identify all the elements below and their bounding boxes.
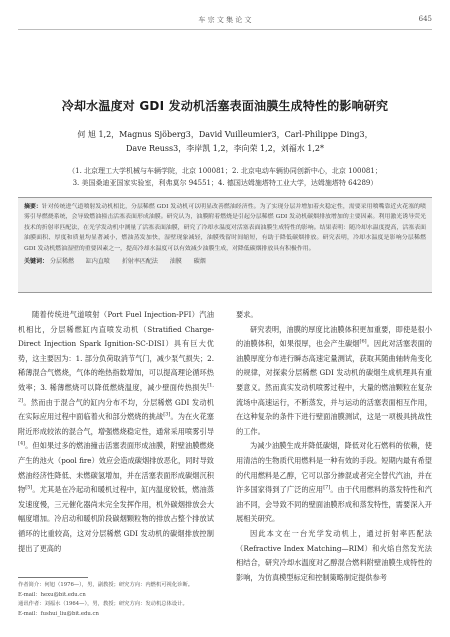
citation: [4] xyxy=(18,440,26,447)
keyword: 分层稀燃 xyxy=(49,258,74,266)
footnote-rule xyxy=(18,577,88,578)
body-text: 。然而由于混合气的缸内分布不均，分层稀燃 GDI 发动机在实际应用过程中面临着火和部分燃烧的挑战 xyxy=(18,397,214,422)
body-column-right xyxy=(236,308,432,585)
citation: [6] xyxy=(359,338,367,345)
affiliation-line: 3. 美国桑迪亚国家实验室，利弗莫尔 94551；4. 德国达姆施塔特工业大学，达姆施塔特 64289） xyxy=(72,179,378,187)
page-number: 645 xyxy=(418,15,432,23)
citation: [3] xyxy=(163,411,171,418)
body-text: 为减少油膜生成并降低碳烟，降低对化石燃料的依赖，使用清洁的生物质代用燃料是一种有效的手段。短期内最有希望的代用燃料是乙醇，它可以部分掺混或者完全替代汽油，并在许多国家得到了广泛的应用 xyxy=(236,441,432,495)
affiliation-line: （1. 北京理工大学机械与车辆学院，北京 100081；2. 北京电动车辆协同创新中心，北京 100081； xyxy=(68,167,382,175)
abstract-box xyxy=(18,197,432,293)
citation: [5] xyxy=(25,484,33,491)
keyword: 碳烟 xyxy=(193,258,206,266)
body-text: 。尤其是在冷起动和暖机过程中，缸内温度较低，燃油蒸发速度慢，三元催化器尚未完全发挥作用，机外碳烟排放会大幅度增加。冷启动和暖机阶段碳烟颗粒物的排放占整个排放试循环的比重较高，这对分层稀燃 GDI 发动机的碳烟排放控制提出了更高的 xyxy=(18,485,214,553)
citation: [1, 2] xyxy=(18,382,214,404)
footnote-line: 通讯作者：刘福水（1964—），男，教授；研究方向：发动机总体设计。 xyxy=(18,601,188,608)
keywords-label: 关键词： xyxy=(24,258,49,266)
body-text: 随着传统进气道喷射（Port Fuel Injection-PFI）汽油机相比，分层稀燃缸内直喷发动机（Stratified Charge-Direct Injection Spark Ignition-SC-DISI）具有巨大优势，这主要因为：1. 部分负荷取消节气门，减少泵气损失；2. 稀薄混合气燃烧，气体的绝热指数增加，可以提高理论循环热效率；3. 稀薄燃烧可以降低燃烧温度，减少壁面传热损失 xyxy=(18,310,214,392)
keyword: 油膜 xyxy=(169,258,182,266)
journal-name: 车 宗 文 集 论 文 xyxy=(198,16,252,24)
keyword: 折射率匹配法 xyxy=(121,258,158,266)
author-line: Dave Reuss3，李岸凯 1,2，李向荣 1,2，刘福水 1,2* xyxy=(126,144,324,153)
keywords xyxy=(24,257,426,267)
body-text: 研究表明，油膜的厚度比油膜体积更加重要，即使是很小的油膜体积，如果很厚，也会产生碳烟 xyxy=(236,324,432,349)
citation: [7] xyxy=(323,484,331,491)
intro-paragraph xyxy=(18,308,214,556)
abstract-text: 针对传统进气道喷射发动机相比，分层稀燃 GDI 发动机可以明显改善燃油经济性。为了实现分层并增加着火稳定性，需要采用喷嘴靠近火花塞的喷雾引导燃烧系统，会导致燃油撞击活塞表面形成油膜。研究认为，油膜附着燃烧是引起分层稀燃 GDI 发动机碳烟排放增加的主要因素。利用激光诱导荧光技术的折射率匹配法，在光学发动机中测量了活塞表面油膜，研究了冷却水温度对活塞表面油膜生成特性的影响。结果表明：随冷却水温度提高，活塞表面油膜面积、厚度和质量均显著减小，燃油蒸发加快，湿壁现象减轻，油膜残留时间缩短，有助于降低碳烟排放。研究表明，冷却水温度是影响分层稀燃 GDI 发动机燃油湿壁的重要因素之一，提高冷却水温度可以有效减少油膜生成，对降低碳烟排放具有积极作用。 xyxy=(24,204,427,252)
footnote-email: E-mail：fushui_liu@bit.edu.cn xyxy=(18,610,99,617)
body-text: 。由于代用燃料的蒸发特性和汽油不同，会导致不同的壁面油膜形成和蒸发特性，需要深入开展相关研究。 xyxy=(236,485,432,524)
body-text: 。因此对活塞表面的油膜厚度分布进行瞬态高速定量测试，获取其随曲轴转角变化的规律，对探索分层稀燃 GDI 发动机的碳烟生成机理具有重要意义。然而真实发动机喷雾过程中，大量的燃油颗粒在复杂流场中高速运行，不断蒸发，并与运动的活塞表面相互作用，在这种复杂的条件下进行壁面油膜测试，这是一项极具挑战性的工作。 xyxy=(236,339,432,436)
footnotes xyxy=(18,581,214,619)
body-text: 。但如果过多的燃油撞击活塞表面形成油膜，附壁油膜燃烧产生的池火（pool fire）效应会造成碳烟排放恶化，同时导致燃油经济性降低、未燃碳氢增加，并在活塞表面形成碳烟沉积物 xyxy=(18,441,214,495)
body-text: 。为在火花塞附近形成较浓的混合气，增强燃烧稳定性，通常采用喷雾引导 xyxy=(18,412,214,436)
body-column-left xyxy=(18,308,214,556)
continued-text: 要求。 xyxy=(236,310,258,319)
author-list xyxy=(18,128,432,156)
footnote-email: E-mail：hexu@bit.edu.cn xyxy=(18,591,86,598)
footnote-line: 作者简介：何旭（1976—），男，副教授；研究方向：内燃机可视化诊断。 xyxy=(18,582,194,588)
abstract xyxy=(24,202,426,254)
author-line: 何 旭 1,2，Magnus Sjöberg3，David Vuilleumier3，Carl-Philippe Ding3， xyxy=(77,130,373,139)
keyword: 缸内直喷 xyxy=(85,258,110,266)
abstract-label: 摘要： xyxy=(24,203,42,210)
affiliation-list xyxy=(18,165,432,189)
body-paragraph: 因此本文在一台光学发动机上，通过折射率匹配法（Refractive Index Matching—RIM）和火焰自然发光法相结合，研究冷却水温度对乙醇混合燃料附壁油膜生成特性的影响，为仿真模型标定和控制策略制定提供参考 xyxy=(236,528,432,582)
body-paragraph xyxy=(236,323,432,440)
running-header xyxy=(18,14,432,30)
body-paragraph xyxy=(236,439,432,527)
paper-title: 冷却水温度对 GDI 发动机活塞表面油膜生成特性的影响研究 xyxy=(61,99,389,113)
